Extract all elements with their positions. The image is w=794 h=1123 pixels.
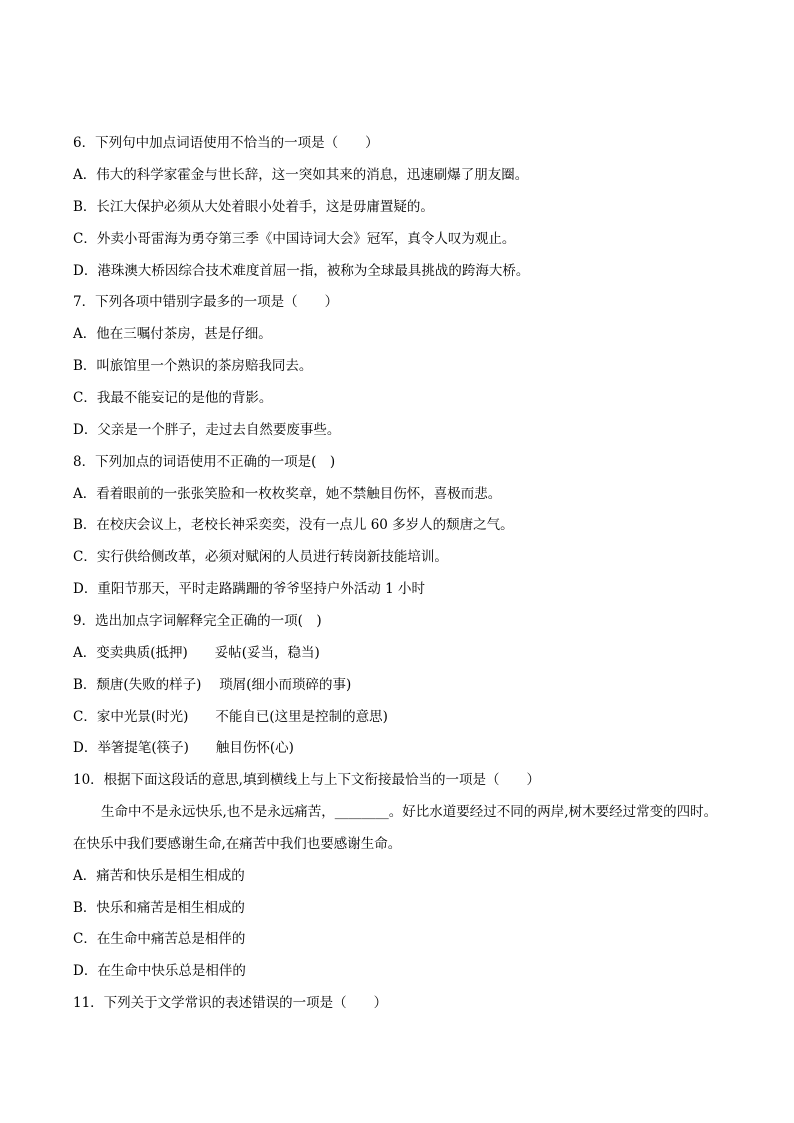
question-8: 8．下列加点的词语使用不正确的一项是( )	[73, 454, 336, 470]
q8-option-a: A．看着眼前的一张张笑脸和一枚枚奖章，她不禁触目伤怀，喜极而悲。	[73, 486, 502, 502]
question-9: 9．选出加点字词解释完全正确的一项( )	[73, 613, 322, 629]
q10-option-d: D．在生命中快乐总是相伴的	[73, 963, 246, 979]
q6-option-a: A．伟大的科学家霍金与世长辞，这一突如其来的消息，迅速刷爆了朋友圈。	[73, 167, 529, 183]
q6-option-c: C．外卖小哥雷海为勇夺第三季《中国诗词大会》冠军，真令人叹为观止。	[73, 231, 516, 247]
q8-option-c: C．实行供给侧改革，必须对赋闲的人员进行转岗新技能培训。	[73, 549, 448, 565]
q10-option-b: B．快乐和痛苦是相生相成的	[73, 900, 245, 916]
question-11: 11．下列关于文学常识的表述错误的一项是（ ）	[73, 995, 388, 1011]
question-7: 7．下列各项中错别字最多的一项是（ ）	[73, 294, 339, 310]
q10-passage-line-1: 生命中不是永远快乐,也不是永远痛苦，________。好比水道要经过不同的两岸,树木要经过常变的四时。	[101, 804, 718, 820]
q6-option-d: D．港珠澳大桥因综合技术难度首屈一指，被称为全球最具挑战的跨海大桥。	[73, 263, 530, 279]
question-10: 10．根据下面这段话的意思,填到横线上与上下文衔接最恰当的一项是（ ）	[73, 772, 540, 788]
q7-option-c: C．我最不能妄记的是他的背影。	[73, 390, 273, 406]
q8-option-d: D．重阳节那天，平时走路蹒跚的爷爷坚持户外活动 1 小时	[73, 581, 425, 597]
q7-option-a: A．他在三嘱付茶房，甚是仔细。	[73, 326, 272, 342]
q6-option-b: B．长江大保护必须从大处着眼小处着手，这是毋庸置疑的。	[73, 199, 434, 215]
q10-option-c: C．在生命中痛苦总是相伴的	[73, 931, 246, 947]
q9-option-b: B．颓唐(失败的样子) 琐屑(细小而琐碎的事)	[73, 677, 352, 693]
question-6: 6．下列句中加点词语使用不恰当的一项是（ ）	[73, 135, 379, 151]
q9-option-a: A．变卖典质(抵押) 妥帖(妥当，稳当)	[73, 645, 320, 661]
q9-option-c: C．家中光景(时光) 不能自已(这里是控制的意思)	[73, 709, 388, 725]
q7-option-d: D．父亲是一个胖子，走过去自然要废事些。	[73, 422, 341, 438]
q8-option-b: B．在校庆会议上，老校长神采奕奕，没有一点儿 60 多岁人的颓唐之气。	[73, 517, 514, 533]
q7-option-b: B．叫旅馆里一个熟识的茶房赔我同去。	[73, 358, 313, 374]
q10-passage-line-2: 在快乐中我们要感谢生命,在痛苦中我们也要感谢生命。	[73, 836, 402, 852]
q9-option-d: D．举箸提笔(筷子) 触目伤怀(心)	[73, 740, 294, 756]
q10-option-a: A．痛苦和快乐是相生相成的	[73, 868, 245, 884]
